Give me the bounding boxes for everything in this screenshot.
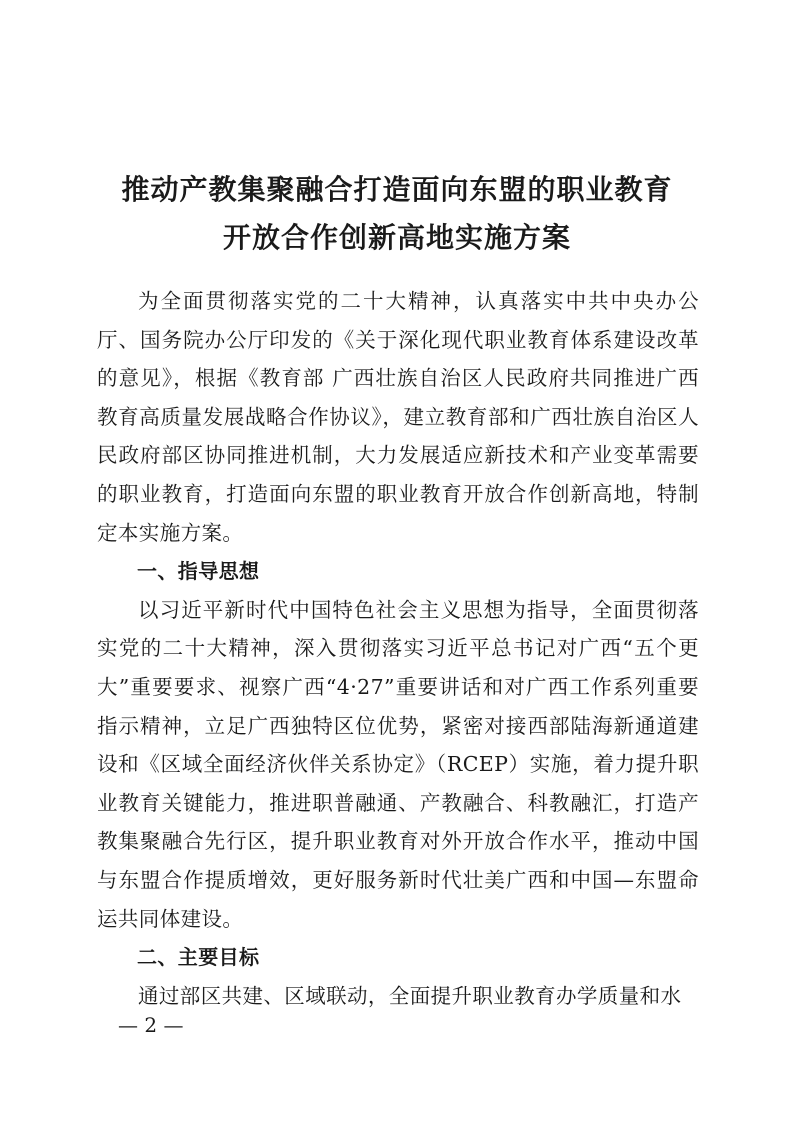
section-heading-main-goals: 二、主要目标 xyxy=(137,945,260,970)
title-line-1: 推动产教集聚融合打造面向东盟的职业教育 xyxy=(121,173,673,206)
section-paragraph-main-goals: 通过部区共建、区域联动，全面提升职业教育办学质量和水 xyxy=(138,983,682,1008)
page-number: — 2 — xyxy=(118,1013,184,1037)
document-body xyxy=(97,282,699,1015)
section-heading-guiding-ideology: 一、指导思想 xyxy=(137,559,260,584)
section-paragraph-guiding-ideology: 以习近平新时代中国特色社会主义思想为指导，全面贯彻落实党的二十大精神，深入贯彻落实习近平总书记对广西“五个更大”重要要求、视察广西“4·27”重要讲话和对广西工作系列重要指示精神，立足广西独特区位优势，紧密对接西部陆海新通道建设和《区域全面经济伙伴关系协定》（RCEP）实施，着力提升职业教育关键能力，推进职普融通、产教融合、科教融汇，打造产教集聚融合先行区，提升职业教育对外开放合作水平，推动中国与东盟合作提质增效，更好服务新时代壮美广西和中国—东盟命运共同体建设。 xyxy=(97,597,699,931)
title-line-2: 开放合作创新高地实施方案 xyxy=(222,221,571,254)
intro-paragraph: 为全面贯彻落实党的二十大精神，认真落实中共中央办公厅、国务院办公厅印发的《关于深化现代职业教育体系建设改革的意见》，根据《教育部 广西壮族自治区人民政府共同推进广西教育高质量发展战略合作协议》，建立教育部和广西壮族自治区人民政府部区协同推进机制，大力发展适应新技术和产业变革需要的职业教育，打造面向东盟的职业教育开放合作创新高地，特制定本实施方案。 xyxy=(97,289,699,545)
document-title xyxy=(90,166,704,262)
